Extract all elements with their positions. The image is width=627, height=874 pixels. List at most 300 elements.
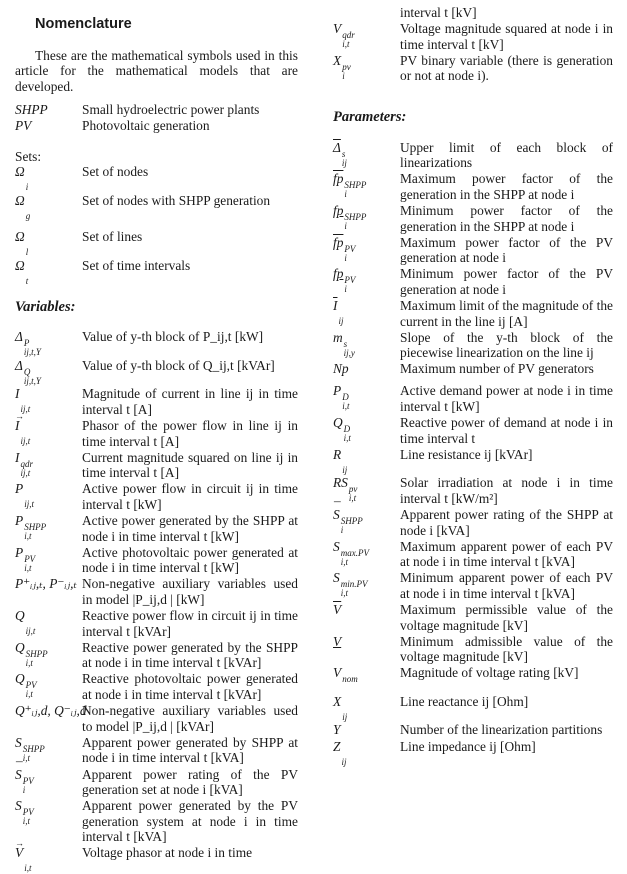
symbol-base: Np (333, 361, 349, 377)
left-column (15, 17, 298, 874)
nomenclature-entry (333, 203, 613, 234)
symbol-subscript: ij,t (24, 499, 34, 510)
symbol-subscript: i,t (24, 531, 32, 541)
symbol-subscript: ij,t (25, 626, 36, 637)
symbol-subscript: t (25, 275, 29, 286)
symbol-superscript: s (343, 338, 348, 349)
symbol (333, 266, 400, 297)
symbol-description: Line resistance ij [kVAr] (400, 446, 533, 462)
symbol-description: Magnitude of current in line ij in time interval t [A] (82, 386, 298, 417)
nomenclature-entry (333, 447, 613, 475)
symbol-base: m (333, 329, 343, 345)
symbol (333, 475, 400, 506)
symbol-indices (26, 203, 31, 221)
symbol-base: SHPP (15, 102, 48, 118)
nomenclature-entry (15, 640, 298, 671)
symbol-description: interval t [kV] (400, 5, 477, 20)
symbol-description: Active photovoltaic power generated at node i in time interval t [kW] (82, 544, 298, 576)
symbol-indices (341, 749, 346, 767)
nomenclature-entry (333, 21, 613, 52)
right-column (333, 5, 613, 767)
symbol (15, 229, 82, 257)
nomenclature-entry (15, 798, 298, 845)
nomenclature-entry (333, 739, 613, 767)
symbol-base: Z (333, 738, 341, 754)
symbol-base: $\overline{\Delta}$ (333, 139, 341, 155)
symbol-description: Current magnitude squared on line ij in time interval t [A] (82, 449, 298, 481)
nomenclature-entry (333, 475, 613, 506)
symbol (333, 602, 400, 633)
symbol (15, 608, 82, 639)
symbol-indices (24, 855, 31, 873)
symbol-base: Ω (15, 229, 25, 245)
symbol-description: Solar irradiation at node i in time interval t [kW/m²] (400, 475, 613, 506)
symbol-base: Q (15, 671, 25, 687)
nomenclature-entry (333, 694, 613, 722)
nomenclature-entry (15, 193, 298, 221)
symbol-subscript: i,t (22, 752, 30, 763)
symbol (15, 193, 82, 221)
symbol-superscript: D (342, 392, 349, 403)
symbol-superscript: PV (22, 807, 34, 818)
symbol-base: P (15, 481, 24, 497)
symbol-indices (344, 245, 355, 263)
symbol-subscript: ij (342, 711, 348, 722)
symbol-subscript: i,t (342, 401, 350, 412)
symbol-subscript: ij (341, 756, 347, 767)
symbol-description: Active power generated by the SHPP at node i in time interval t [kW] (82, 513, 298, 544)
symbol-indices (23, 808, 34, 826)
symbol-base: P⁺ᵢⱼ,ₜ, P⁻ᵢⱼ,ₜ (15, 576, 77, 592)
nomenclature-entry (15, 513, 298, 544)
symbol-base: RS (333, 475, 348, 491)
symbol-subscript: i,t (342, 39, 350, 50)
symbol (15, 358, 82, 386)
symbol (15, 798, 82, 845)
symbol-indices (26, 239, 29, 257)
symbol-description: Apparent power rating of the SHPP at node i [kVA] (400, 507, 613, 538)
symbol-indices (26, 681, 37, 699)
symbol-indices (341, 580, 368, 598)
symbol (15, 258, 82, 286)
symbol-subscript: l (25, 247, 29, 258)
symbol-indices (24, 555, 35, 573)
nomenclature-entry (333, 570, 613, 601)
symbol-description: Photovoltaic generation (82, 118, 210, 134)
symbol-base: $\overline{fp}$ (333, 171, 344, 187)
nomenclature-entry (333, 5, 613, 21)
symbol-superscript: pv (348, 484, 358, 495)
symbol (333, 570, 400, 601)
nomenclature-entry (333, 539, 613, 570)
symbol-superscript: PV (25, 680, 37, 691)
symbol-indices (342, 150, 347, 168)
symbol-description: Minimum apparent power of each PV at node i in time interval t [kVA] (400, 570, 613, 601)
symbol-base: I (15, 449, 20, 465)
symbol-base: ¯ S (15, 767, 22, 782)
symbol-indices (26, 174, 29, 192)
symbol (15, 767, 82, 798)
symbol-indices (23, 777, 34, 795)
nomenclature-entry (15, 845, 298, 873)
symbol-base: Q⁺ᵢⱼ,d, Q⁻ᵢⱼ,d (15, 703, 87, 719)
nomenclature-entry (333, 330, 613, 361)
symbol-subscript: ij (342, 464, 348, 475)
symbol-base: → V (15, 845, 23, 860)
symbol (15, 450, 82, 481)
symbol-superscript: max.PV (340, 547, 369, 558)
symbol (333, 5, 400, 21)
symbol-description: Slope of the y-th block of the piecewise linearization on the line ij (400, 329, 613, 361)
nomenclature-entry (15, 703, 298, 734)
nomenclature-entry (333, 665, 613, 693)
symbol-description: Set of nodes (82, 164, 149, 180)
symbol (333, 722, 400, 738)
symbol-superscript: pv (342, 61, 351, 72)
symbol (15, 703, 87, 734)
symbol-description: Voltage phasor at node i in time (82, 845, 253, 861)
symbol-base: PV (15, 118, 32, 134)
symbol-base: $\overline{V}$ (333, 602, 342, 618)
symbol (15, 845, 82, 873)
symbol-superscript: SHPP (344, 180, 367, 191)
symbol-subscript: i,t (24, 863, 32, 874)
symbol (15, 329, 82, 357)
symbol-subscript (342, 684, 358, 693)
nomenclature-entry (15, 229, 298, 257)
symbol-description: Magnitude of voltage rating [kV] (400, 665, 579, 681)
symbol-superscript: PV (344, 243, 356, 254)
symbol (333, 330, 400, 361)
symbol-description: Value of y-th block of P_ij,t [kW] (82, 329, 264, 345)
symbol-base: ¯ S (333, 507, 340, 522)
nomenclature-entry (15, 671, 298, 702)
symbol-base: X (333, 693, 342, 709)
symbol-description: Maximum apparent power of each PV at node i in time interval t [kVA] (400, 538, 613, 570)
abbreviations-list (15, 102, 298, 134)
symbol-base: Ω (15, 164, 25, 180)
symbol-indices (342, 704, 347, 722)
symbol-superscript: Q (23, 366, 31, 377)
nomenclature-entry (15, 329, 298, 357)
variables-heading: Variables: (15, 298, 76, 315)
symbol-subscript: i,t (340, 556, 348, 567)
nomenclature-entry (333, 361, 613, 377)
symbol (15, 735, 82, 766)
nomenclature-entry (333, 634, 613, 665)
symbol (15, 545, 82, 576)
symbol-subscript: i (342, 70, 345, 81)
sets-label: Sets: (15, 148, 42, 164)
symbol-description: Active demand power at node i in time interval t [kW] (400, 383, 613, 415)
symbol-description: Apparent power rating of the PV generation set at node i [kVA] (82, 766, 298, 798)
symbol-indices (342, 31, 355, 49)
symbol-description: Value of y-th block of Q_ij,t [kVAr] (82, 357, 275, 373)
symbol (15, 118, 82, 134)
symbol-superscript: PV (344, 275, 356, 286)
nomenclature-entry (333, 171, 613, 202)
symbol-indices (24, 368, 41, 386)
symbol (333, 694, 400, 722)
variables-continued-list (333, 5, 613, 84)
nomenclature-entry (333, 53, 613, 84)
symbol-indices (20, 460, 33, 478)
symbol-base: Q (15, 639, 25, 655)
symbol (333, 634, 400, 665)
symbol-description: Voltage magnitude squared at node i in time interval t [kV] (400, 21, 613, 52)
symbol (15, 671, 82, 702)
symbol-indices (344, 181, 366, 199)
symbol (333, 140, 400, 171)
nomenclature-entry (15, 545, 298, 576)
nomenclature-entry (15, 608, 298, 639)
symbol-subscript: i (344, 284, 347, 295)
symbol-description: Maximum permissible value of the voltage magnitude [kV] (400, 602, 613, 633)
symbol (15, 418, 82, 449)
symbol-description: Line reactance ij [Ohm] (400, 693, 529, 709)
symbol-description: Apparent power generated by the PV generation system at node i in time interval t [kVA] (82, 798, 298, 845)
symbol-superscript: SHPP (340, 516, 363, 527)
symbol-subscript: i,t (25, 689, 33, 700)
symbol-subscript: i,t (24, 562, 32, 573)
symbol-base: $\overline{fp}$ (333, 234, 344, 250)
nomenclature-entry (333, 507, 613, 538)
symbol-indices (344, 340, 355, 358)
symbol-indices (24, 339, 41, 357)
symbol-description: Non-negative auxiliary variables used in model |P_ij,d | [kW] (82, 576, 298, 607)
symbol-description: Set of lines (82, 229, 143, 245)
symbol-indices (342, 457, 347, 475)
symbol-description: Maximum power factor of the PV generation at node i (400, 234, 613, 266)
symbol-base: V (333, 21, 342, 37)
symbol (333, 539, 400, 570)
symbol-superscript: qdr (20, 458, 33, 469)
symbol-description: Minimum power factor of the PV generation at node i (400, 266, 613, 297)
nomenclature-entry (15, 576, 298, 607)
symbol-subscript: i,t (22, 816, 30, 827)
symbol-description: Small hydroelectric power plants (82, 102, 260, 118)
symbol-subscript: i (25, 182, 29, 193)
symbol (333, 203, 400, 234)
symbol-superscript: s (341, 148, 346, 159)
symbol-subscript: ij,t (20, 404, 31, 415)
parameters-heading: Parameters: (333, 108, 407, 125)
symbol-base: Δ (15, 329, 23, 345)
symbol-subscript: i (22, 784, 26, 795)
symbol-indices (341, 549, 369, 567)
symbol (333, 665, 400, 693)
symbol-indices (344, 425, 351, 443)
symbol (15, 481, 82, 512)
symbol-indices (341, 517, 363, 535)
symbol-base: P (15, 544, 24, 560)
symbol-indices (349, 485, 358, 503)
symbol (333, 447, 400, 475)
sets-list (15, 164, 298, 286)
symbol-subscript: ij,t,Y (23, 347, 41, 358)
symbol (333, 21, 400, 52)
symbol (15, 102, 82, 118)
symbol-superscript: nom (342, 674, 358, 685)
symbol-description: Maximum limit of the magnitude of the current in the line ij [A] (400, 298, 613, 329)
symbol-superscript: PV (24, 553, 36, 564)
symbol-indices (26, 268, 29, 286)
symbol-indices (342, 393, 349, 411)
symbol-description: PV binary variable (there is generation or not at node i). (400, 52, 613, 84)
symbol (333, 235, 400, 266)
symbol-base: P (15, 513, 24, 528)
nomenclature-entry (15, 258, 298, 286)
symbol-description: Phasor of the power flow in line ij in time interval t [A] (82, 417, 298, 449)
symbol-superscript: min.PV (340, 579, 368, 590)
parameters-list (333, 140, 613, 767)
nomenclature-entry (333, 383, 613, 414)
symbol-description: Apparent power generated by SHPP at node i in time interval t [kVA] (82, 734, 298, 766)
symbol (333, 53, 400, 84)
symbol (333, 739, 400, 767)
symbol-base: Δ (15, 357, 23, 373)
variables-list (15, 329, 298, 873)
symbol-subscript: ij,t,Y (23, 375, 41, 386)
symbol-subscript: i (340, 525, 344, 536)
symbol-description: Reactive power generated by the SHPP at node i in time interval t [kVAr] (82, 639, 298, 671)
symbol-subscript: i (344, 189, 347, 200)
symbol (333, 415, 400, 446)
symbol-description: Number of the linearization partitions (400, 722, 603, 738)
symbol-indices (26, 650, 48, 668)
nomenclature-entry (15, 118, 298, 134)
symbol-description: Minimum admissible value of the voltage magnitude [kV] (400, 633, 613, 665)
symbol-description: Reactive power flow in circuit ij in time interval t [kVAr] (82, 608, 298, 639)
symbol-indices (24, 523, 46, 541)
symbol (15, 386, 82, 417)
symbol-subscript: ij (341, 157, 347, 168)
symbol-description: Reactive photovoltaic power generated at node i in time interval t [kVAr] (82, 671, 298, 703)
symbol-subscript: ij (338, 316, 344, 326)
symbol-superscript: SHPP (22, 743, 45, 754)
symbol-subscript: i,t (25, 657, 33, 668)
symbol-description: Maximum number of PV generators (400, 361, 594, 377)
nomenclature-entry (15, 767, 298, 798)
intro-paragraph: These are the mathematical symbols used in this article for the mathematical models that are developed. (15, 47, 298, 94)
nomenclature-entry (333, 140, 613, 171)
symbol-base: Ω (15, 257, 25, 273)
symbol-base: S (15, 798, 22, 814)
symbol-base: → I (15, 418, 19, 433)
symbol-base: V (333, 633, 342, 649)
nomenclature-entry (15, 386, 298, 417)
symbol-superscript: SHPP (25, 648, 48, 659)
symbol-superscript: D (343, 424, 351, 435)
symbol-indices (24, 491, 34, 509)
symbol-base: fp (333, 202, 344, 218)
symbol-subscript: ij,t (20, 467, 31, 478)
symbol-subscript: i (344, 252, 347, 263)
nomenclature-entry (15, 450, 298, 481)
symbol (333, 361, 400, 377)
symbol-description: Line impedance ij [Ohm] (400, 738, 536, 754)
symbol-base: Q (15, 608, 25, 624)
symbol-base: P (333, 383, 342, 399)
symbol-indices (342, 675, 358, 693)
symbol-indices (23, 745, 45, 763)
symbol-base: S (15, 734, 22, 750)
symbol-description: Upper limit of each block of linearizations (400, 139, 613, 171)
symbol-subscript: ij,t (20, 435, 31, 446)
symbol-subscript: ij,y (343, 347, 355, 358)
symbol-base: Q (333, 415, 343, 431)
symbol-subscript: g (25, 210, 31, 221)
section-title: Nomenclature (35, 16, 132, 32)
symbol-base: $\overline{I}$ (333, 298, 338, 313)
symbol-description: Active power flow in circuit ij in time interval t [kW] (82, 481, 298, 512)
nomenclature-entry (333, 266, 613, 297)
nomenclature-entry (15, 735, 298, 766)
symbol (15, 640, 82, 671)
symbol-indices (20, 428, 30, 446)
nomenclature-entry (15, 418, 298, 449)
symbol-subscript: i,t (348, 493, 357, 504)
symbol-superscript (24, 855, 31, 864)
symbol-base: X (333, 52, 342, 68)
symbol-description: Minimum power factor of the generation in the SHPP at node i (400, 202, 613, 234)
symbol (15, 576, 82, 607)
symbol-superscript: qdr (342, 30, 355, 41)
nomenclature-entry (15, 102, 298, 118)
symbol-base: V (333, 665, 342, 681)
nomenclature-entry (333, 235, 613, 266)
symbol (333, 507, 400, 538)
symbol (15, 513, 82, 544)
symbol-superscript: PV (22, 775, 34, 786)
symbol-description: Reactive power of demand at node i in time interval t (400, 415, 613, 446)
symbol (15, 164, 82, 192)
symbol-indices (342, 63, 351, 81)
symbol (333, 171, 400, 202)
symbol-subscript: i,t (340, 588, 348, 599)
symbol-base: Y (333, 722, 341, 738)
symbol-indices (344, 276, 355, 294)
symbol-base: Ω (15, 192, 25, 208)
symbol-indices (26, 618, 36, 636)
symbol-subscript: i,t (343, 433, 351, 444)
symbol-superscript: SHPP (24, 522, 47, 532)
symbol-base: I (15, 386, 20, 402)
symbol-superscript: SHPP (344, 211, 367, 222)
symbol-description: Non-negative auxiliary variables used to model |P_ij,d | [kVAr] (82, 703, 298, 734)
symbol-indices (338, 308, 343, 326)
symbol-description: Maximum power factor of the generation in the SHPP at node i (400, 171, 613, 202)
nomenclature-entry (333, 722, 613, 738)
symbol-superscript: P (23, 338, 30, 349)
symbol-description: Set of nodes with SHPP generation (82, 192, 271, 208)
nomenclature-entry (15, 358, 298, 386)
symbol-subscript: i (344, 220, 347, 231)
nomenclature-entry (333, 415, 613, 446)
symbol-description: Set of time intervals (82, 257, 191, 273)
symbol-base: S (333, 538, 340, 554)
symbol (333, 383, 400, 414)
symbol (333, 298, 400, 329)
symbol-base: S (333, 570, 340, 586)
nomenclature-entry (333, 298, 613, 329)
nomenclature-entry (15, 164, 298, 192)
nomenclature-entry (15, 481, 298, 512)
nomenclature-entry (333, 602, 613, 633)
symbol-base: R (333, 446, 342, 462)
symbol-indices (344, 213, 366, 231)
symbol-base: fp (333, 266, 344, 282)
